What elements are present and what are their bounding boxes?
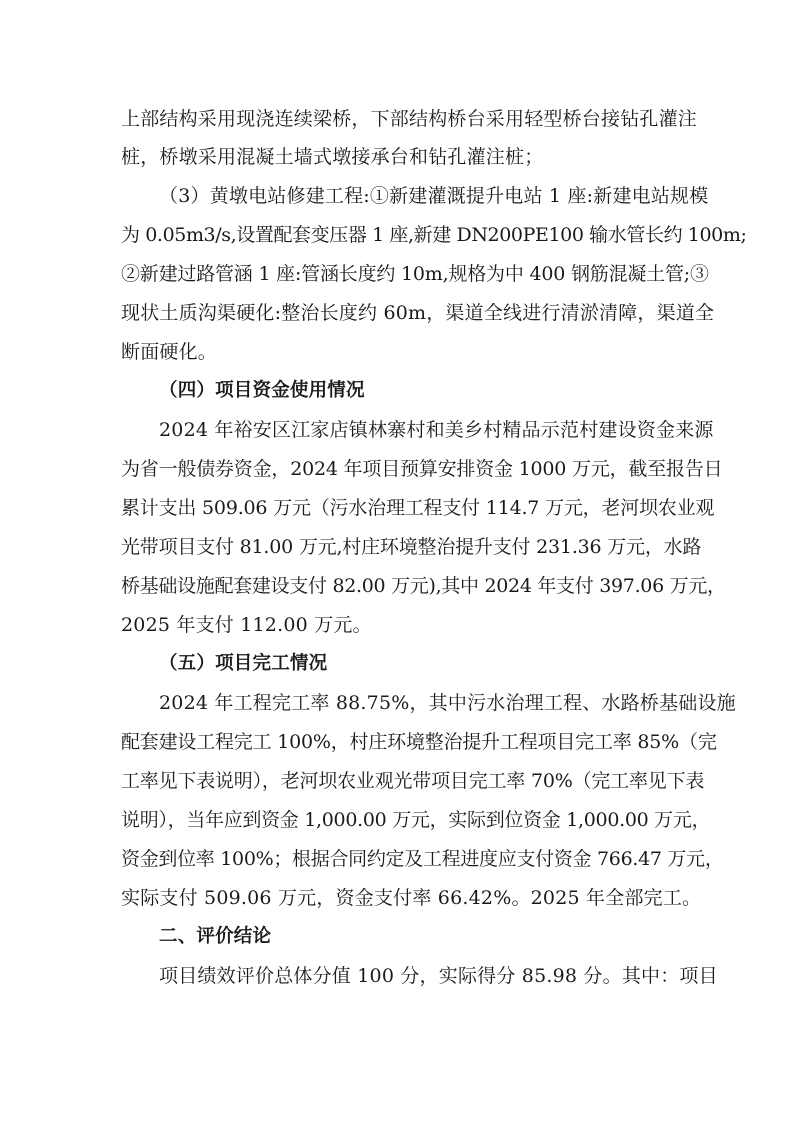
paragraph-line: 现状土质沟渠硬化:整治长度约 60m，渠道全线进行清淤清障，渠道全 bbox=[121, 302, 715, 324]
section-heading-conclusion: 二、评价结论 bbox=[159, 926, 272, 947]
paragraph-line: 上部结构采用现浇连续梁桥，下部结构桥台采用轻型桥台接钻孔灌注 bbox=[121, 108, 698, 130]
paragraph-line: 为省一般债券资金，2024 年项目预算安排资金 1000 万元，截至报告日 bbox=[121, 458, 723, 480]
paragraph-line: 说明），当年应到资金 1,000.00 万元，实际到位资金 1,000.00 万元， bbox=[121, 809, 711, 831]
paragraph-line: 累计支出 509.06 万元（污水治理工程支付 114.7 万元，老河坝农业观 bbox=[121, 497, 715, 519]
section-heading-funds: （四）项目资金使用情况 bbox=[159, 380, 365, 401]
paragraph-line: 项目绩效评价总体分值 100 分，实际得分 85.98 分。其中：项目 bbox=[159, 965, 718, 987]
paragraph-line: 2024 年裕安区江家店镇林寨村和美乡村精品示范村建设资金来源 bbox=[159, 419, 714, 441]
paragraph-line: 2025 年支付 112.00 万元。 bbox=[121, 614, 372, 636]
paragraph-line: 实际支付 509.06 万元，资金支付率 66.42%。2025 年全部完工。 bbox=[121, 887, 702, 909]
paragraph-line: 桩，桥墩采用混凝土墙式墩接承台和钻孔灌注桩； bbox=[121, 146, 544, 168]
paragraph-line: 工率见下表说明），老河坝农业观光带项目完工率 70%（完工率见下表 bbox=[121, 770, 705, 792]
section-heading-completion: （五）项目完工情况 bbox=[159, 653, 328, 674]
paragraph-line: 配套建设工程完工 100%，村庄环境整治提升工程项目完工率 85%（完 bbox=[121, 731, 717, 753]
paragraph-line: 2024 年工程完工率 88.75%，其中污水治理工程、水路桥基础设施 bbox=[159, 692, 736, 714]
paragraph-line: 为 0.05m3/s,设置配套变压器 1 座,新建 DN200PE100 输水管长约 100m; bbox=[121, 224, 747, 246]
paragraph-line: 断面硬化。 bbox=[121, 341, 218, 363]
paragraph-line: 光带项目支付 81.00 万元,村庄环境整治提升支付 231.36 万元，水路 bbox=[121, 536, 702, 558]
paragraph-line: ②新建过路管涵 1 座:管涵长度约 10m,规格为中 400 钢筋混凝土管;③ bbox=[121, 263, 709, 285]
paragraph-line: （3）黄墩电站修建工程:①新建灌溉提升电站 1 座:新建电站规模 bbox=[159, 185, 709, 207]
paragraph-line: 桥基础设施配套建设支付 82.00 万元),其中 2024 年支付 397.06 万元， bbox=[121, 575, 726, 597]
paragraph-line: 资金到位率 100%；根据合同约定及工程进度应支付资金 766.47 万元， bbox=[121, 848, 724, 870]
